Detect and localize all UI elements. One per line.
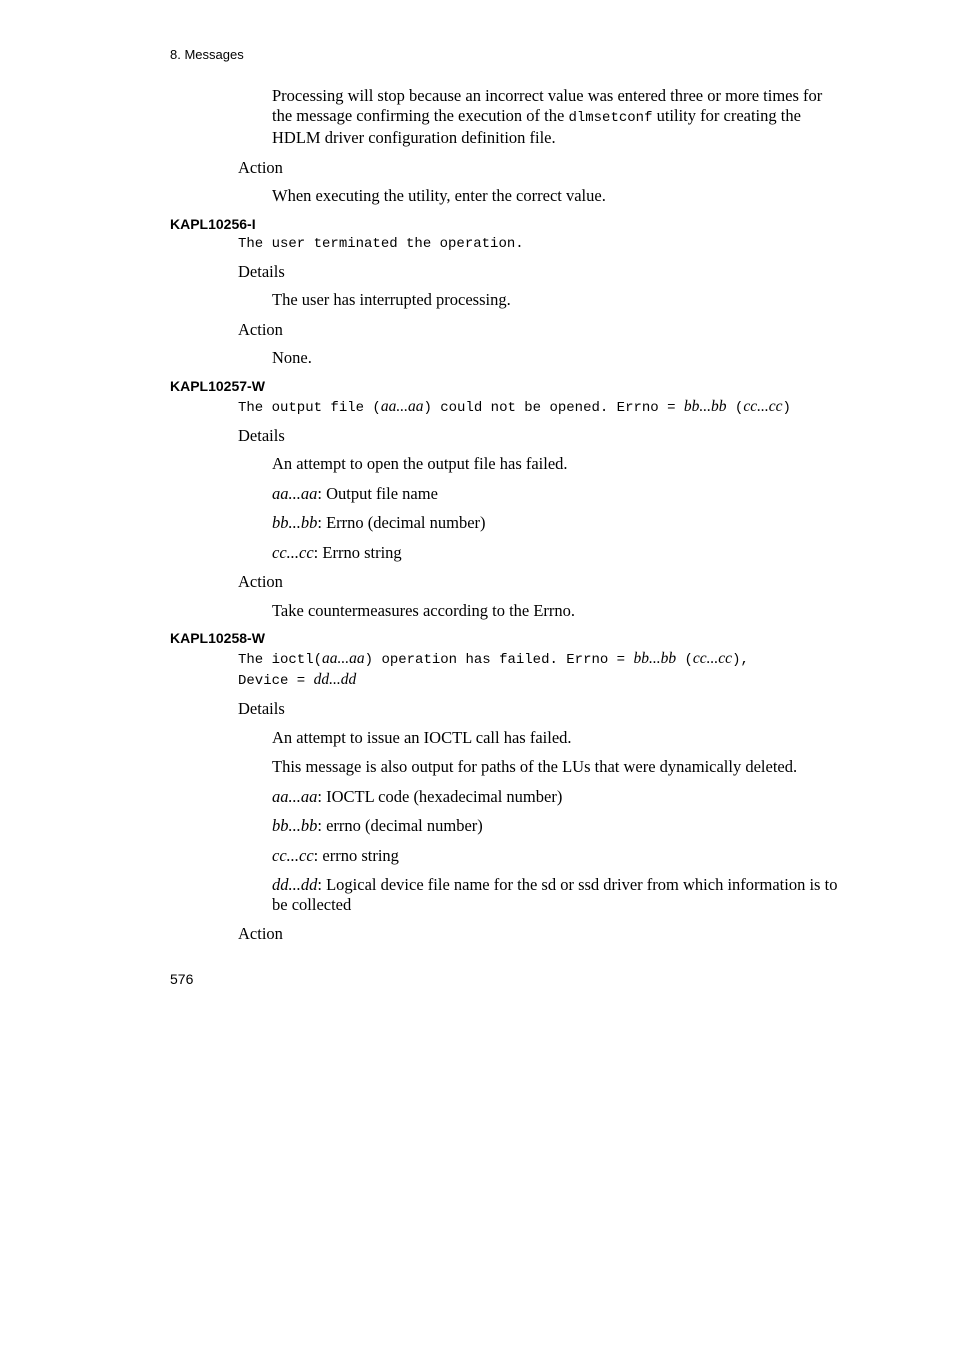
- details-heading: Details: [238, 425, 285, 445]
- action-text: Take countermeasures according to the Errno.: [272, 600, 576, 620]
- details-text: The user has interrupted processing.: [272, 290, 511, 309]
- message-id: KAPL10257-W: [170, 377, 265, 394]
- message-id: KAPL10256-I: [170, 215, 256, 232]
- action-text: None.: [272, 348, 312, 367]
- utility-name: dlmsetconf: [568, 109, 653, 126]
- action-heading: Action: [238, 319, 283, 339]
- message-text: The user terminated the operation.: [238, 235, 524, 252]
- message-text: The ioctl(aa...aa) operation has failed. Errno = bb...bb (cc...cc), Device = dd...dd: [238, 650, 749, 689]
- running-head: 8. Messages: [170, 47, 244, 62]
- details-text: An attempt to open the output file has failed.: [272, 454, 568, 473]
- details-text: This message is also output for paths of the LUs that were dynamically deleted.: [272, 757, 798, 776]
- message-id: KAPL10258-W: [170, 630, 265, 646]
- variable-description: bb...bb: errno (decimal number): [272, 816, 483, 835]
- page-number: 576: [170, 971, 194, 987]
- variable-description: cc...cc: errno string: [272, 845, 399, 865]
- details-heading: Details: [238, 699, 285, 718]
- variable-description: bb...bb: Errno (decimal number): [272, 513, 486, 532]
- variable-description: cc...cc: Errno string: [272, 542, 402, 562]
- action-heading: Action: [238, 572, 283, 591]
- message-text: The output file (aa...aa) could not be opened. Errno = bb...bb (cc...cc): [238, 397, 791, 416]
- action-text: When executing the utility, enter the correct value.: [272, 186, 606, 205]
- details-paragraph: Processing will stop because an incorrect value was entered three or more times for the message confirming the execution of the dlmsetconf utility for creating the HDLM driver configuration definition file.: [272, 86, 823, 147]
- details-text: An attempt to issue an IOCTL call has failed.: [272, 727, 572, 747]
- details-heading: Details: [238, 261, 285, 281]
- variable-description: aa...aa: Output file name: [272, 483, 438, 503]
- variable-description: aa...aa: IOCTL code (hexadecimal number): [272, 786, 563, 806]
- page-content: [0, 86, 954, 953]
- action-heading: Action: [238, 157, 283, 177]
- variable-description: dd...dd: Logical device file name for the sd or ssd driver from which information is to be collected: [272, 875, 838, 914]
- action-heading: Action: [238, 924, 283, 943]
